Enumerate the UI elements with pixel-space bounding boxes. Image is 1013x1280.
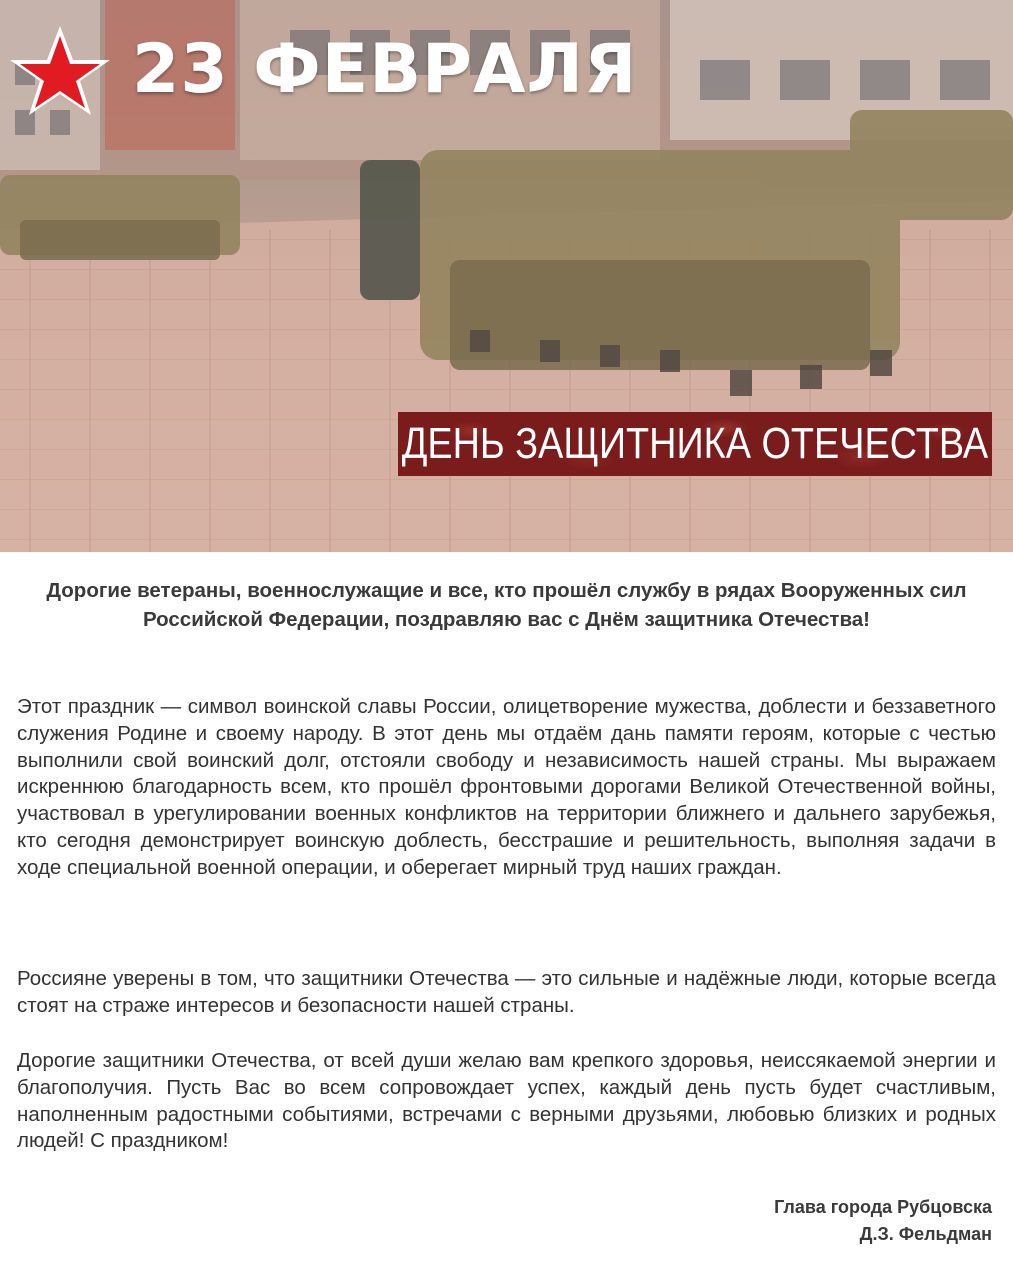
paragraph-2: Россияне уверены в том, что защитники Отечества — это сильные и надёжные люди, которые всегда стоят на страже интересов и безопасности нашей страны.	[17, 967, 996, 1017]
signature-name: Д.З. Фельдман	[859, 1224, 992, 1244]
signature-block	[774, 1194, 992, 1248]
paragraph-3: Дорогие защитники Отечества, от всей души желаю вам крепкого здоровья, неиссякаемой энергии и благополучия. Пусть Вас во всем сопровождает успех, каждый день пусть будет счастливым, наполненным радостными событиями, встречами с верными друзьями, любовью близких и родных людей! С праздником!	[17, 1049, 996, 1153]
red-star-icon	[4, 22, 116, 118]
date-title: 23 ФЕВРАЛЯ	[132, 30, 638, 109]
holiday-label: ДЕНЬ ЗАЩИТНИКА ОТЕЧЕСТВА	[401, 419, 989, 468]
signature-title: Глава города Рубцовска	[774, 1197, 992, 1217]
paragraph-1: Этот праздник — символ воинской славы России, олицетворение мужества, доблести и беззаветного служения Родине и своему народу. В этот день мы отдаём дань памяти героям, которые с честью выполнили свой воинский долг, отстояли свободу и независимость нашей страны. Мы выражаем искреннюю благодарность всем, кто прошёл фронтовыми дорогами Великой Отечественной войны, участвовал в урегулировании военных конфликтов на территории ближнего и дальнего зарубежья, кто сегодня демонстрирует воинскую доблесть, бесстрашие и решительность, выполняя задачи в ходе специальной военной операции, и оберегает мирный труд наших граждан.	[17, 695, 996, 879]
holiday-label-plate	[398, 412, 992, 476]
greeting-heading: Дорогие ветераны, военнослужащие и все, кто прошёл службу в рядах Вооруженных сил Российской Федерации, поздравляю вас с Днём защитника Отечества!	[46, 579, 967, 631]
header-banner	[0, 0, 1013, 552]
